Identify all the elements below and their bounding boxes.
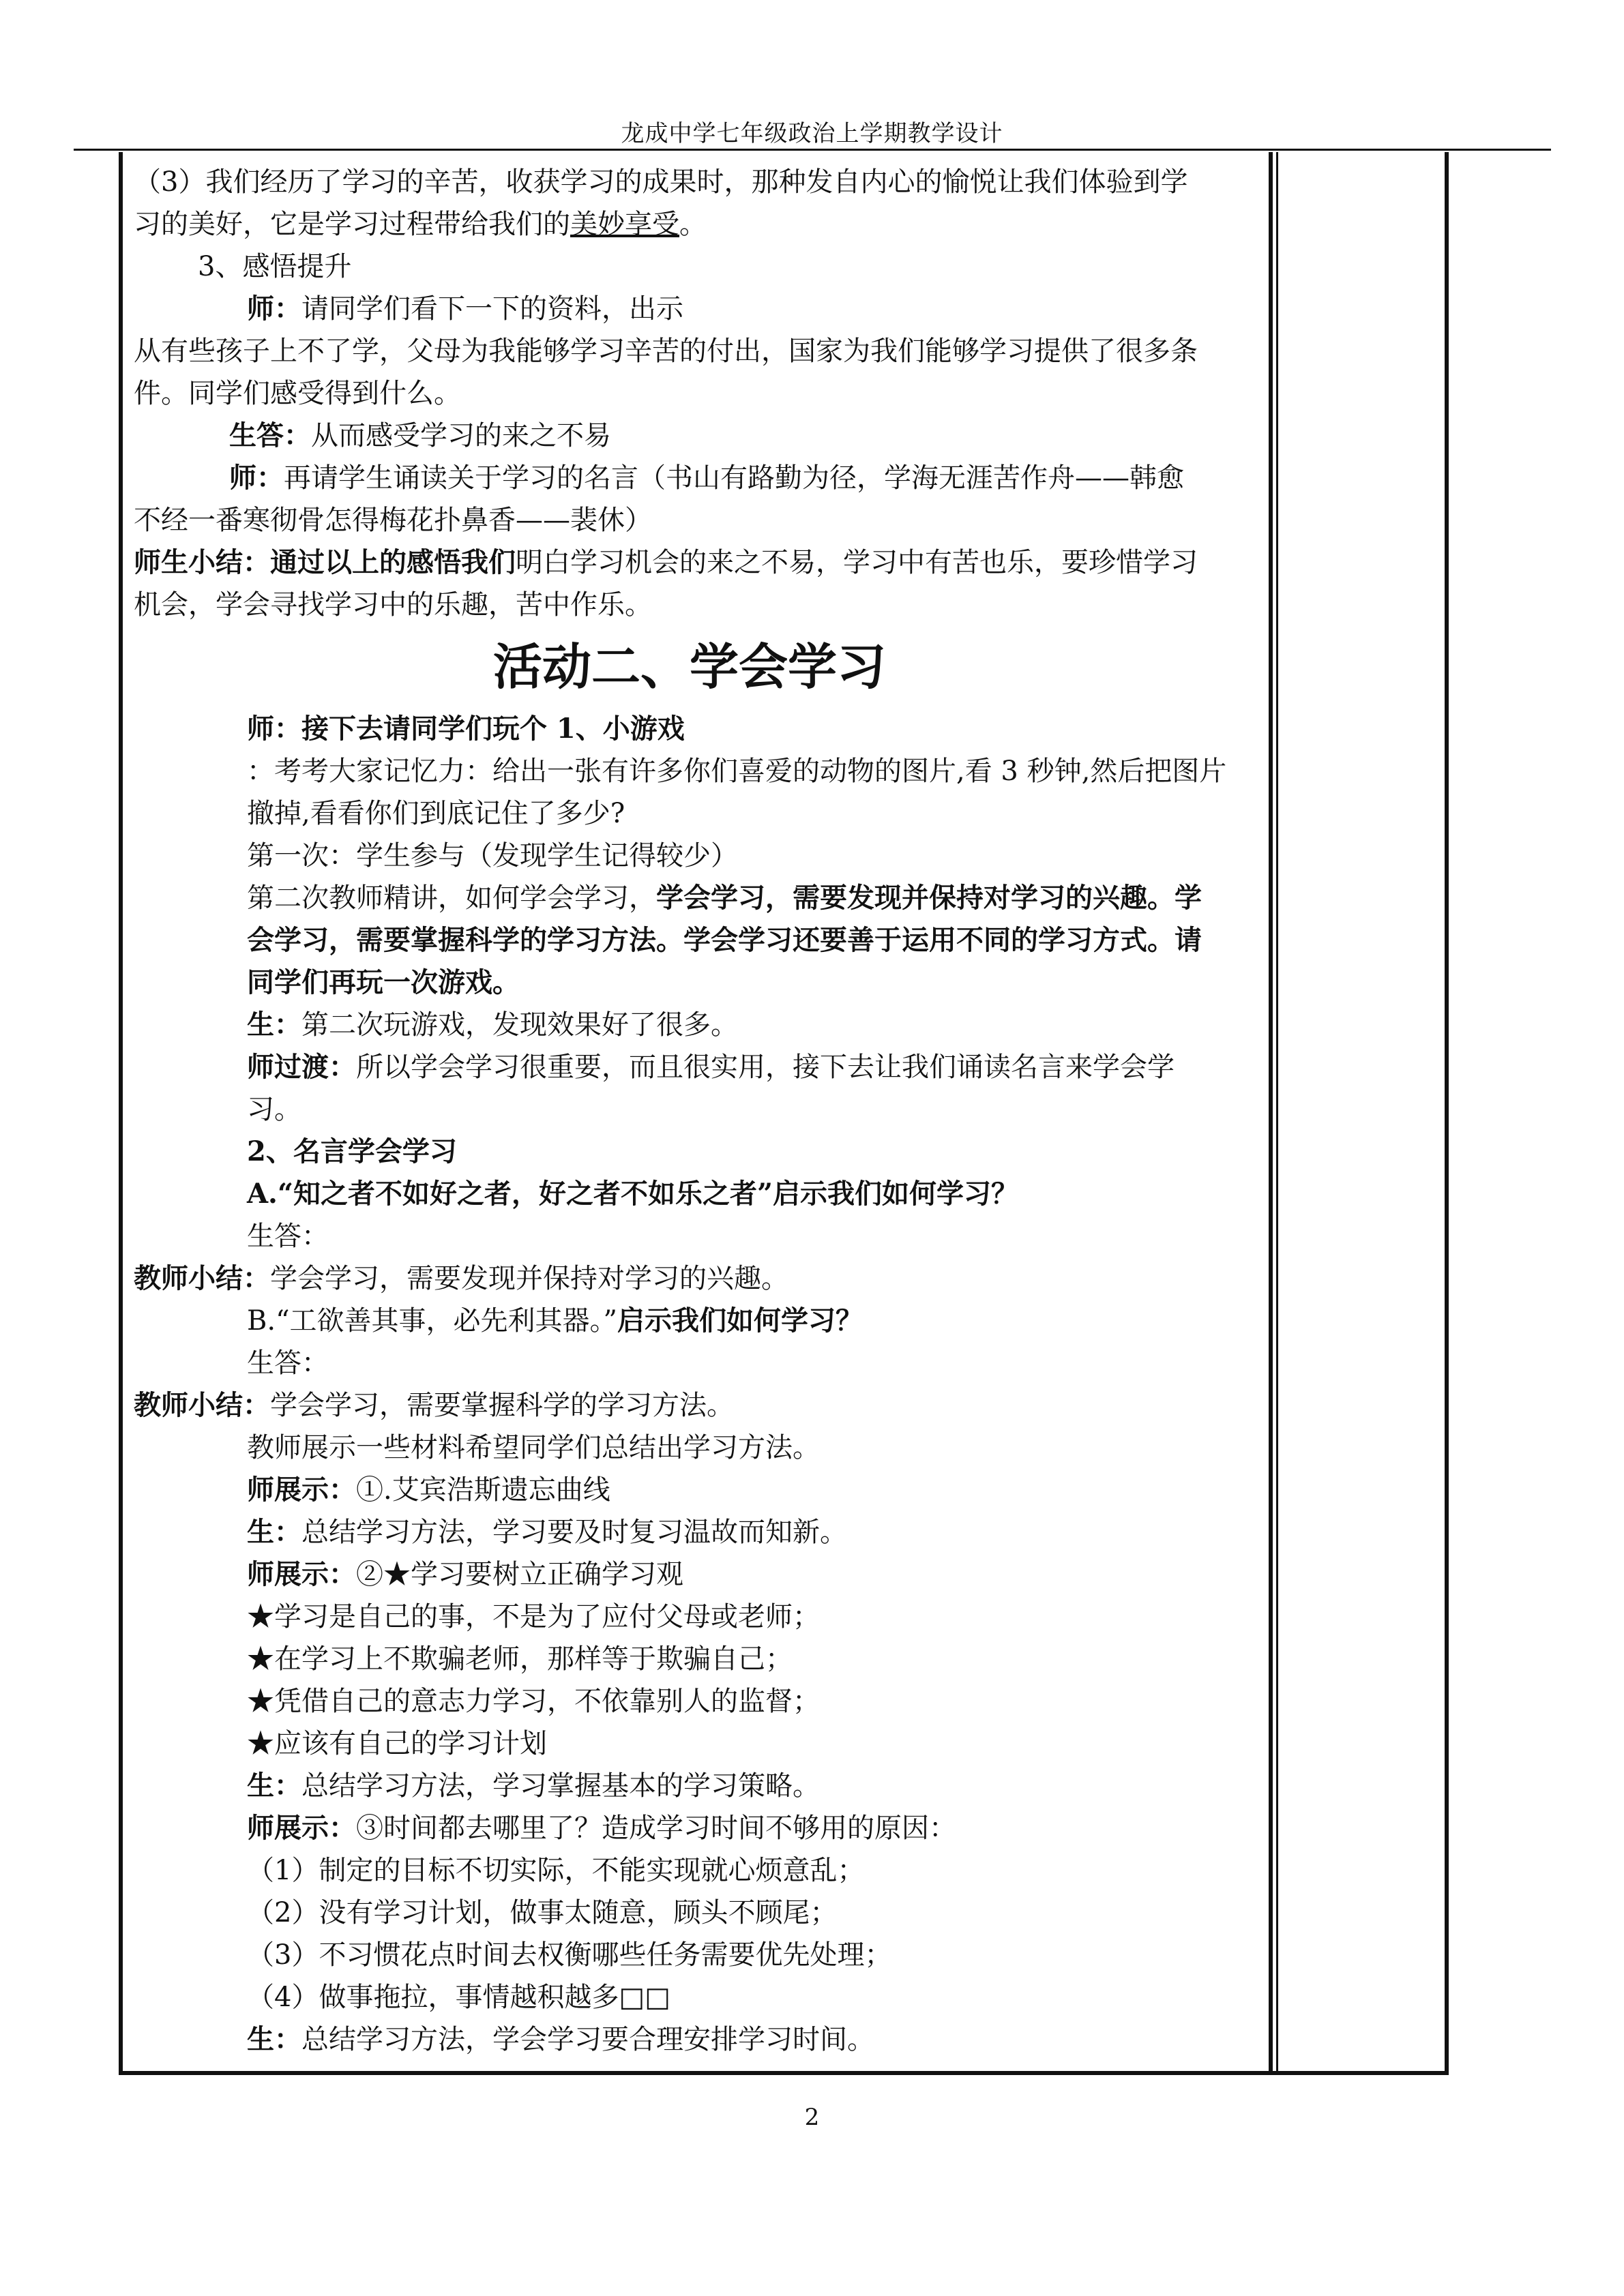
- text: 明白学习机会的来之不易，学习中有苦也乐，要珍惜学习: [516, 547, 1198, 578]
- text: 师：接下去请同学们玩个 1、小游戏: [247, 713, 685, 745]
- bullet-item: [134, 1892, 1259, 1934]
- text: 第一次：学生参与（发现学生记得较少）: [247, 840, 738, 871]
- bullet-item: [134, 1638, 1259, 1680]
- speaker-label: 教师小结：: [134, 1389, 270, 1421]
- bold-text: 同学们再玩一次游戏。: [247, 966, 520, 998]
- paragraph-line: [134, 203, 1259, 245]
- summary-line: [134, 1384, 1259, 1427]
- summary-line: [134, 541, 1259, 584]
- text: 学会学习，需要发现并保持对学习的兴趣。: [270, 1263, 788, 1294]
- text: ★学习是自己的事，不是为了应付父母或老师；: [247, 1601, 820, 1632]
- bullet-item: [134, 750, 1259, 792]
- bullet-item: [134, 1680, 1259, 1723]
- bold-text: 启示我们如何学习？: [617, 1304, 863, 1337]
- text: B.“工欲善其事，必先利其器。”: [247, 1305, 618, 1337]
- bullet-item: [134, 1469, 1259, 1511]
- bullet-continuation: [134, 961, 1259, 1004]
- bold-text: 学会学习，需要发现并保持对学习的兴趣。学: [656, 882, 1202, 914]
- text: （3）我们经历了学习的辛苦，收获学习的成果时，那种发自内心的愉悦让我们体验到学: [134, 166, 1188, 198]
- header-rule: [74, 149, 1551, 151]
- speaker-label: 生答：: [229, 419, 311, 451]
- teacher-line: [134, 457, 1259, 499]
- bullet-item: [134, 1173, 1259, 1215]
- bullet-item: [134, 1596, 1259, 1638]
- text: 第二次教师精讲，如何学会学习，: [247, 882, 656, 914]
- paragraph-line: 从有些孩子上不了学，父母为我能够学习辛苦的付出，国家为我们能够学习提供了很多条: [134, 336, 1198, 367]
- paragraph-line: 机会，学会寻找学习中的乐趣，苦中作乐。: [134, 589, 652, 621]
- bullet-item: [134, 835, 1259, 877]
- section-heading: 3、感悟提升: [198, 251, 352, 282]
- bullet-item: [134, 1976, 1259, 2018]
- bullet-item: [134, 1300, 1259, 1342]
- bullet-item: [134, 1046, 1259, 1088]
- speaker-label: 生：: [247, 1009, 301, 1041]
- bullet-item: [134, 1807, 1259, 1849]
- text: 。: [679, 209, 707, 240]
- text: 总结学习方法，学习要及时复习温故而知新。: [301, 1517, 847, 1548]
- text: （2）没有学习计划，做事太随意，顾头不顾尾；: [247, 1897, 838, 1928]
- speaker-label: 师展示：: [247, 1812, 356, 1844]
- text: ③时间都去哪里了？造成学习时间不够用的原因：: [356, 1813, 956, 1844]
- speaker-label: 师：: [247, 293, 301, 325]
- bullet-item: [134, 1342, 1259, 1384]
- speaker-label: 师展示：: [247, 1558, 356, 1590]
- text: 生答：: [247, 1221, 329, 1252]
- bullet-item: [134, 1004, 1259, 1046]
- speaker-label: 生：: [247, 1770, 301, 1802]
- speaker-label: 师展示：: [247, 1474, 356, 1506]
- text: 教师展示一些材料希望同学们总结出学习方法。: [247, 1432, 820, 1463]
- text: 总结学习方法，学习掌握基本的学习策略。: [301, 1770, 820, 1802]
- table-right-edge: [1445, 152, 1449, 2075]
- bullet-item: [134, 708, 1259, 750]
- text: （3）不习惯花点时间去权衡哪些任务需要优先处理；: [247, 1939, 892, 1971]
- column-divider: [1269, 152, 1278, 2075]
- speaker-label: 生：: [247, 1516, 301, 1548]
- page-number: 2: [804, 2104, 820, 2131]
- text: ★应该有自己的学习计划: [247, 1728, 547, 1759]
- bullet-item: [134, 1765, 1259, 1807]
- text: 所以学会学习很重要，而且很实用，接下去让我们诵读名言来学会学: [356, 1052, 1175, 1083]
- teacher-line: [134, 288, 1259, 330]
- bullet-item: [134, 1849, 1259, 1892]
- text: 学会学习，需要掌握科学的学习方法。: [270, 1390, 734, 1421]
- bullet-item: [134, 1934, 1259, 1976]
- text: ①.艾宾浩斯遗忘曲线: [356, 1474, 610, 1506]
- text: ★凭借自己的意志力学习，不依靠别人的监督；: [247, 1686, 820, 1717]
- text: 总结学习方法，学会学习要合理安排学习时间。: [301, 2024, 874, 2055]
- bold-text: 通过以上的感悟我们: [270, 546, 516, 578]
- activity-title: 活动二、学会学习: [492, 638, 886, 696]
- speaker-label: 教师小结：: [134, 1262, 270, 1294]
- text: ②★学习要树立正确学习观: [356, 1559, 683, 1590]
- speaker-label: 师过渡：: [247, 1051, 356, 1083]
- text: （1）制定的目标不切实际，不能实现就心烦意乱；: [247, 1855, 865, 1886]
- text: 第二次玩游戏，发现效果好了很多。: [301, 1009, 738, 1041]
- bullet-item: [134, 1511, 1259, 1553]
- paragraph-line: 件。同学们感受得到什么。: [134, 378, 461, 409]
- speaker-label: 师：: [229, 462, 284, 494]
- bullet-continuation: [134, 919, 1259, 961]
- bold-text: 2、名言学会学习: [247, 1135, 457, 1167]
- summary-line: [134, 1257, 1259, 1300]
- bullet-continuation: 撤掉,看看你们到底记住了多少?: [247, 798, 625, 829]
- text: ：考考大家记忆力：给出一张有许多你们喜爱的动物的图片,看 3 秒钟,然后把图片: [247, 756, 1227, 787]
- underlined-text: 美妙享受: [570, 209, 679, 240]
- speaker-label: 生：: [247, 2023, 301, 2055]
- paragraph-line: 不经一番寒彻骨怎得梅花扑鼻香——裴休）: [134, 505, 652, 536]
- bullet-item: [134, 1215, 1259, 1257]
- paragraph-line: [134, 161, 1259, 203]
- page-header: 龙成中学七年级政治上学期教学设计: [621, 120, 1003, 147]
- text: 习的美好，它是学习过程带给我们的: [134, 209, 570, 240]
- text: （4）做事拖拉，事情越积越多□□: [247, 1982, 671, 2013]
- text: ★在学习上不欺骗老师，那样等于欺骗自己；: [247, 1643, 793, 1675]
- text: 请同学们看下一下的资料，出示: [301, 293, 683, 325]
- bullet-item: [134, 1427, 1259, 1469]
- text: 再请学生诵读关于学习的名言（书山有路勤为径，学海无涯苦作舟——韩愈: [284, 462, 1184, 494]
- bold-text: 会学习，需要掌握科学的学习方法。学会学习还要善于运用不同的学习方式。请: [247, 924, 1202, 956]
- bullet-item: [134, 877, 1259, 919]
- text: 生答：: [247, 1347, 329, 1379]
- speaker-label: 师生小结：: [134, 546, 270, 578]
- bullet-item: [134, 1723, 1259, 1765]
- bullet-item: [134, 2018, 1259, 2061]
- text: 从而感受学习的来之不易: [311, 420, 611, 451]
- bullet-continuation: 习。: [247, 1094, 301, 1125]
- bullet-item: [134, 1131, 1259, 1173]
- student-line: [134, 415, 1259, 457]
- lesson-content: [134, 161, 1259, 2061]
- bold-text: A.“知之者不如好之者，好之者不如乐之者”启示我们如何学习？: [247, 1178, 1018, 1210]
- bullet-item: [134, 1553, 1259, 1596]
